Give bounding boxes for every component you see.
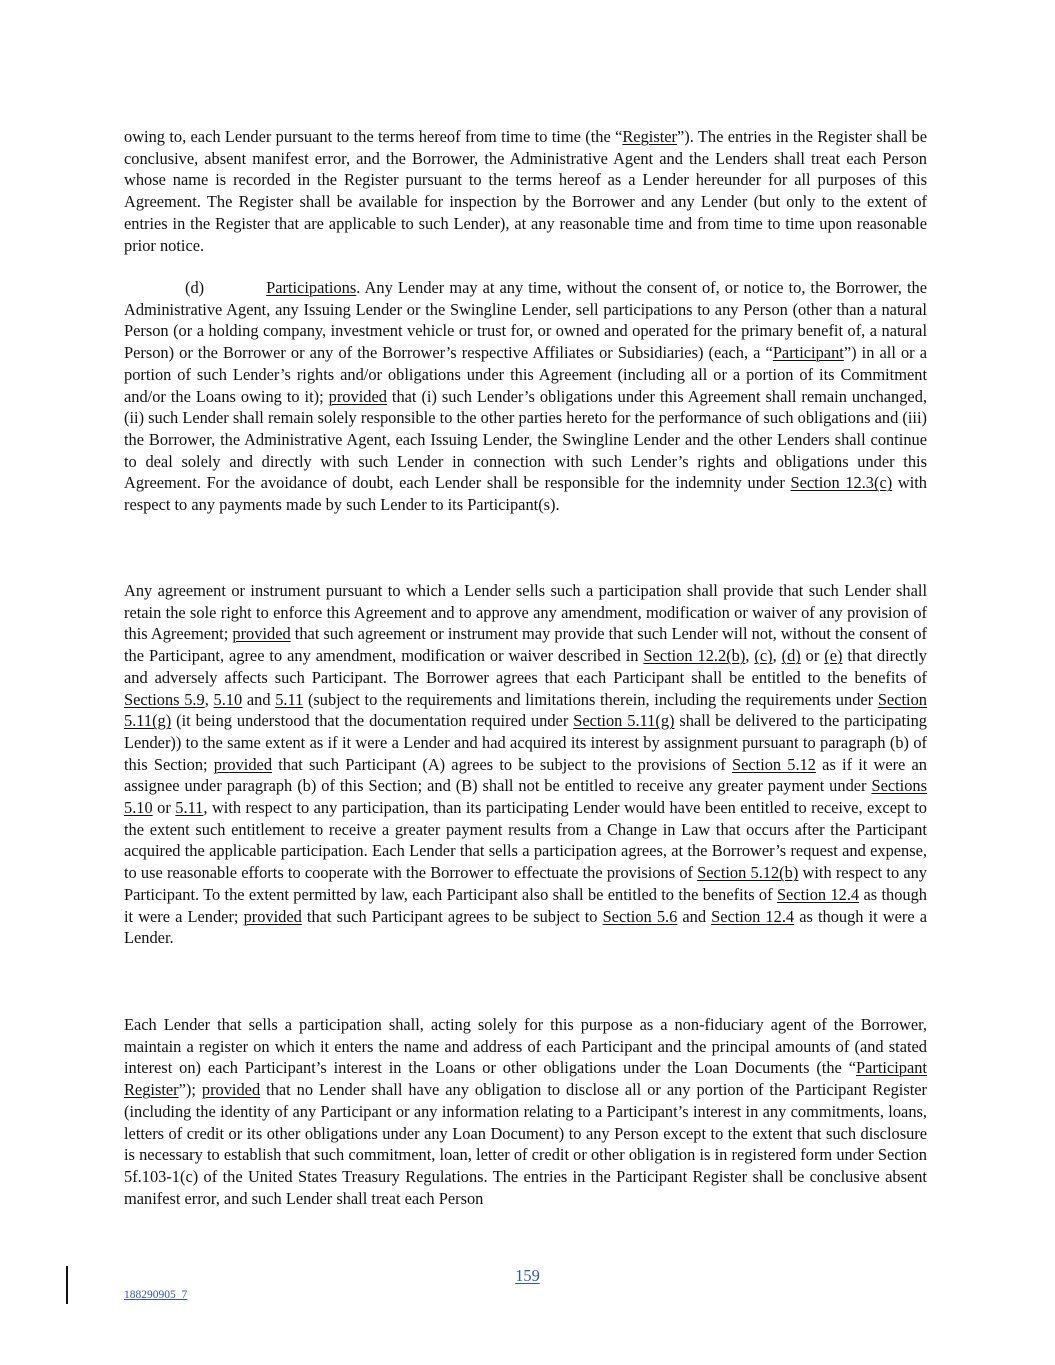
defined-term-participant-register: Participant Register	[124, 1058, 927, 1100]
section-reference: Sections 5.9	[124, 689, 205, 709]
section-reference: Section 5.12(b)	[697, 863, 799, 883]
section-reference: Section 5.6	[602, 906, 678, 926]
section-reference: (d)	[781, 646, 801, 666]
provided-term: provided	[243, 906, 302, 926]
section-reference: Section 5.11(g)	[573, 711, 675, 731]
section-reference: Section 5.11(g)	[124, 689, 927, 731]
section-reference: (e)	[824, 646, 843, 666]
paragraph-register: owing to, each Lender pursuant to the terms hereof from time to time (the “Register”). The entries in the Register shall be conclusive, absent manifest error, and the Borrower, the Administrative Agent and the Lenders shall treat each Person whose name is recorded in the Register pursuant to the terms hereof as a Lender hereunder for all purposes of this Agreement. The Register shall be available for inspection by the Borrower and any Lender (but only to the extent of entries in the Register that are applicable to such Lender), at any reasonable time and from time to time upon reasonable prior notice.	[124, 127, 927, 255]
section-reference: 5.10	[213, 689, 243, 709]
section-reference: (c)	[754, 646, 773, 666]
section-reference: Section 12.2(b)	[643, 646, 746, 666]
provided-term: provided	[232, 624, 291, 644]
provided-term: provided	[328, 386, 387, 406]
defined-term-register: Register	[622, 127, 677, 146]
document-id[interactable]: 188290905_7	[124, 1289, 188, 1301]
section-reference: Section 12.3(c)	[790, 473, 893, 493]
section-reference: Section 5.12	[731, 754, 816, 774]
section-reference: Section 12.4	[776, 884, 860, 904]
defined-term-participant: Participant	[772, 343, 844, 363]
paragraph-participations: (d) Participations. Any Lender may at any time, without the consent of, or notice to, the Borrower, the Administrative Agent, any Issuing Lender or the Swingline Lender, sell participations to any Person (other than a natural Person (or a holding company, investment vehicle or trust for, or owned and operated for the primary benefit of, a natural Person) or the Borrower or any of the Borrower’s respective Affiliates or Subsidiaries) (each, a “Participant”) in all or a portion of such Lender’s rights and/or obligations under this Agreement (including all or a portion of its Commitment and/or the Loans owing to it); provided that (i) such Lender’s obligations under this Agreement shall remain unchanged, (ii) such Lender shall remain solely responsible to the other parties hereto for the performance of such obligations and (iii) the Borrower, the Administrative Agent, each Issuing Lender, the Swingline Lender and the other Lenders shall continue to deal solely and directly with such Lender in connection with such Lender’s rights and obligations under this Agreement. For the avoidance of doubt, each Lender shall be responsible for the indemnity under Section 12.3(c) with respect to any payments made by such Lender to its Participant(s).	[124, 278, 927, 515]
section-reference: Section 12.4	[711, 906, 795, 926]
section-reference: 5.11	[275, 689, 304, 709]
section-heading: Participations	[266, 278, 357, 297]
paragraph-participation-agreement: Any agreement or instrument pursuant to which a Lender sells such a participation shall provide that such Lender shall retain the sole right to enforce this Agreement and to approve any amendment, modification or waiver of any provision of this Agreement; provided that such agreement or instrument may provide that such Lender will not, without the consent of the Participant, agree to any amendment, modification or waiver described in Section 12.2(b), (c), (d) or (e) that directly and adversely affects such Participant. The Borrower agrees that each Participant shall be entitled to the benefits of Sections 5.9, 5.10 and 5.11 (subject to the requirements and limitations therein, including the requirements under Section 5.11(g) (it being understood that the documentation required under Section 5.11(g) shall be delivered to the participating Lender)) to the same extent as if it were a Lender and had acquired its interest by assignment pursuant to paragraph (b) of this Section; provided that such Participant (A) agrees to be subject to the provisions of Section 5.12 as if it were an assignee under paragraph (b) of this Section; and (B) shall not be entitled to receive any greater payment under Sections 5.10 or 5.11, with respect to any participation, than its participating Lender would have been entitled to receive, except to the extent such entitlement to receive a greater payment results from a Change in Law that occurs after the Participant acquired the applicable participation. Each Lender that sells a participation agrees, at the Borrower’s request and expense, to use reasonable efforts to cooperate with the Borrower to effectuate the provisions of Section 5.12(b) with respect to any Participant. To the extent permitted by law, each Participant also shall be entitled to the benefits of Section 12.4 as though it were a Lender; provided that such Participant agrees to be subject to Section 5.6 and Section 12.4 as though it were a Lender.	[124, 581, 928, 948]
paragraph-participant-register: Each Lender that sells a participation shall, acting solely for this purpose as a non-fiduciary agent of the Borrower, maintain a register on which it enters the name and address of each Participant and the principal amounts of (and stated interest on) each Participant’s interest in the Loans or other obligations under the Loan Documents (the “Participant Register”); provided that no Lender shall have any obligation to disclose all or any portion of the Participant Register (including the identity of any Participant or any information relating to a Participant’s interest in any commitments, loans, letters of credit or its other obligations under any Loan Document) to any Person except to the extent that such disclosure is necessary to establish that such commitment, loan, letter of credit or other obligation is in registered form under Section 5f.103-1(c) of the United States Treasury Regulations. The entries in the Participant Register shall be conclusive absent manifest error, and such Lender shall treat each Person	[124, 1015, 927, 1208]
section-reference: 5.11	[175, 798, 204, 818]
provided-term: provided	[201, 1080, 261, 1100]
section-label: (d)	[185, 278, 205, 297]
provided-term: provided	[213, 754, 273, 774]
page-number[interactable]: 159	[515, 1266, 540, 1285]
section-reference: Sections 5.10	[124, 776, 927, 818]
